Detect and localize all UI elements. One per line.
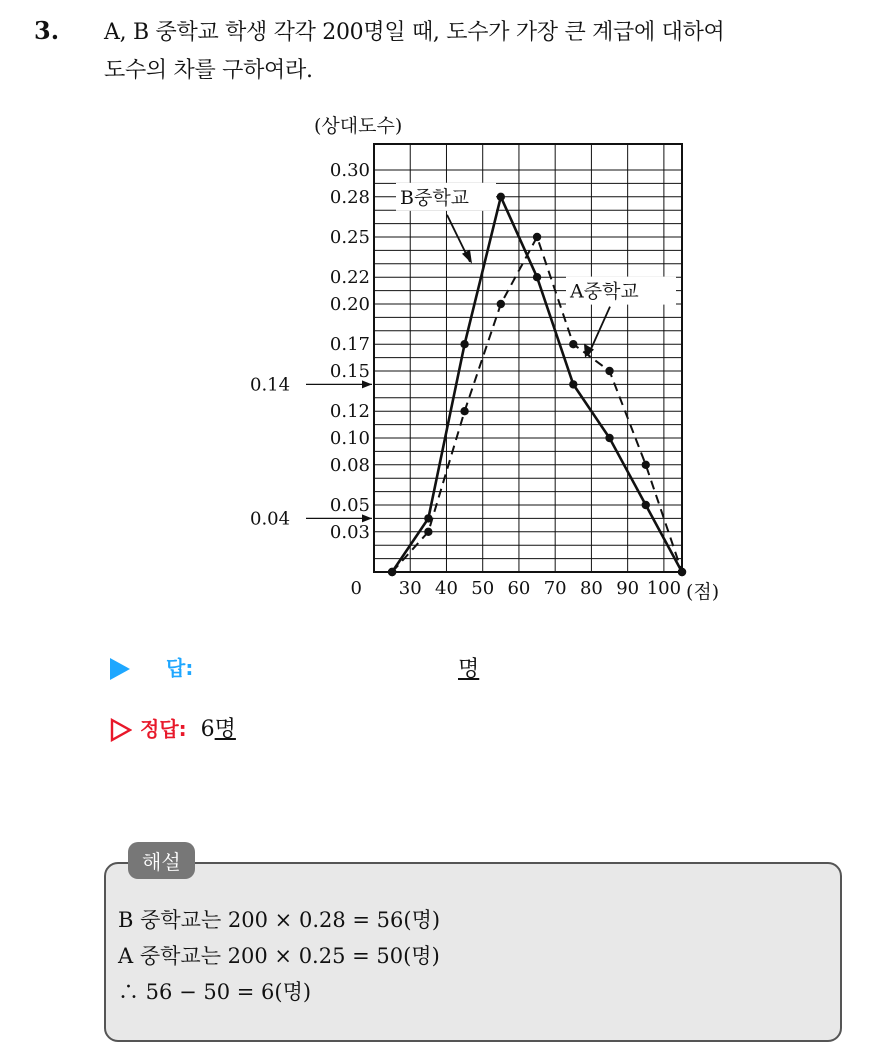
data-point (533, 233, 541, 241)
question-line-1: A, B 중학교 학생 각각 200명일 때, 도수가 가장 큰 계급에 대하여 (104, 20, 725, 45)
y-tick-label: 0.05 (329, 495, 370, 516)
data-point (569, 380, 577, 388)
y-tick-label: 0.08 (329, 454, 370, 476)
answer-label: 답: (166, 656, 194, 680)
data-point (460, 407, 468, 415)
y-tick-label: 0.22 (329, 267, 370, 289)
y-axis-label: (상대도수) (314, 115, 403, 137)
frequency-polygon-chart (250, 108, 730, 608)
x-tick-label: 70 (543, 578, 567, 599)
data-point (642, 501, 650, 509)
question-text (104, 14, 874, 90)
data-point (678, 568, 686, 576)
legend-a-label: A중학교 (570, 280, 639, 303)
correct-answer-label: 정답: (140, 717, 187, 741)
data-point (460, 340, 468, 348)
x-tick-label: 90 (616, 578, 640, 599)
explanation-line: B 중학교는 200 × 0.28 = 56(명) (118, 908, 441, 932)
data-point (388, 568, 396, 576)
x-tick-label: 100 (646, 578, 682, 599)
side-annotation-label: 0.14 (250, 374, 291, 396)
x-tick-label: 60 (507, 578, 531, 599)
data-point (569, 340, 577, 348)
explanation-line: A 중학교는 200 × 0.25 = 50(명) (118, 944, 440, 968)
x-tick-label: 40 (435, 578, 458, 599)
origin-label: 0 (350, 578, 362, 599)
x-tick-label: 30 (398, 578, 422, 599)
y-tick-label: 0.20 (329, 294, 370, 315)
data-point (605, 367, 613, 375)
data-point (424, 528, 432, 536)
data-point (497, 193, 505, 201)
explanation-line: ∴ 56 − 50 = 6(명) (118, 980, 312, 1004)
y-tick-label: 0.12 (329, 401, 370, 423)
side-annotation-label: 0.04 (250, 508, 291, 530)
y-tick-label: 0.25 (329, 227, 370, 248)
data-point (642, 461, 650, 469)
explanation-tag: 해설 (128, 842, 195, 879)
y-tick-label: 0.30 (329, 160, 370, 181)
y-tick-label: 0.03 (329, 521, 370, 543)
data-point (605, 434, 613, 442)
y-tick-label: 0.28 (329, 186, 370, 208)
explanation-lines (118, 902, 440, 1010)
x-axis-label: (점) (686, 581, 720, 603)
legend-b-arrowhead (462, 250, 472, 264)
outline-triangle-icon (110, 718, 132, 742)
x-tick-label: 50 (471, 578, 495, 599)
y-tick-label: 0.17 (329, 334, 370, 356)
answer-unit: 명 (458, 657, 480, 682)
answer-row (110, 652, 193, 681)
y-tick-label: 0.10 (329, 428, 370, 449)
play-triangle-icon (110, 658, 130, 680)
question-line-2: 도수의 차를 구하여라. (104, 58, 313, 83)
correct-answer-unit: 명 (214, 717, 236, 742)
data-point (497, 300, 505, 308)
question-number: 3. (34, 16, 60, 45)
legend-b-label: B중학교 (400, 186, 470, 209)
data-point (533, 273, 541, 281)
correct-answer-row (110, 712, 236, 743)
correct-answer-value: 6 (200, 717, 215, 742)
x-tick-label: 80 (579, 578, 603, 599)
y-tick-label: 0.15 (329, 361, 370, 382)
